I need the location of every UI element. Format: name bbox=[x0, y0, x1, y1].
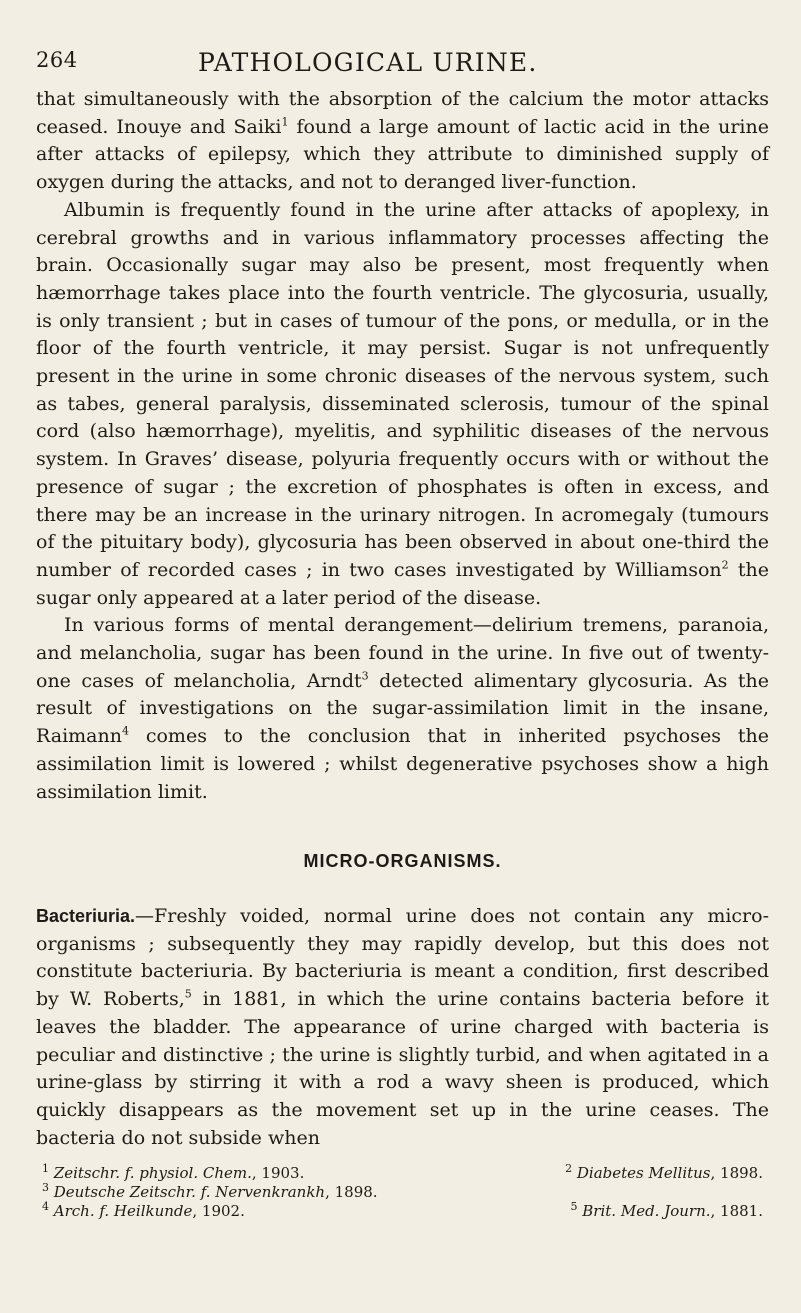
footnote-row-3 bbox=[36, 1202, 769, 1221]
footnote-4-year: , 1902. bbox=[192, 1202, 245, 1221]
paragraph-2-text-a: Albumin is frequently found in the urine after attacks of apoplexy, in cerebral growths and in various inflammatory processes affecting the brain. Occasionally sugar may also be present, most frequently when hæmorrhage takes place into the fourth ventricle. The glycosuria, usually, is only transient ; but in cases of tumour of the pons, or medulla, or in the floor of the fourth ventricle, it may persist. Sugar is not unfrequently present in the urine in some chronic diseases of the nervous system, such as tabes, general paralysis, disseminated sclerosis, tumour of the spinal cord (also hæmorrhage), myelitis, and syphilitic diseases of the nervous system. In Graves’ disease, polyuria frequently occurs with or without the presence of sugar ; the excretion of phosphates is often in excess, and there may be an increase in the urinary nitrogen. In acromegaly (tumours of the pituitary body), glycosuria has been observed in about one-third the number of recorded cases ; in two cases investigated by Williamson bbox=[36, 198, 769, 581]
footnote-2 bbox=[565, 1164, 763, 1183]
body-text bbox=[36, 86, 769, 1152]
footnote-ref-4: 4 bbox=[121, 724, 129, 738]
paragraph-4-text-b: in 1881, in which the urine contains bacteria before it leaves the bladder. The appearance of urine charged with bacteria is peculiar and distinctive ; the urine is slightly turbid, and when agitated in a urine-glass by stirring it with a rod a wavy sheen is produced, which quickly disappears as the movement set up in the urine ceases. The bacteria do not subside when bbox=[36, 988, 769, 1149]
paragraph-4 bbox=[36, 903, 769, 1152]
footnote-4-number: 4 bbox=[42, 1200, 49, 1214]
footnote-1-title: Zeitschr. f. physiol. Chem. bbox=[53, 1164, 252, 1183]
page-number: 264 bbox=[36, 48, 78, 72]
footnote-5-title: Brit. Med. Journ. bbox=[582, 1202, 711, 1221]
run-in-heading: Bacteriuria. bbox=[36, 905, 136, 926]
footnote-1 bbox=[42, 1164, 304, 1183]
footnote-row-1 bbox=[36, 1164, 769, 1183]
footnote-1-number: 1 bbox=[42, 1162, 49, 1176]
page-header bbox=[36, 40, 769, 86]
paragraph-4-text-a: —Freshly voided, normal urine does not contain any micro-organisms ; subsequently they may rapidly develop, but this does not constitute bacteriuria. By bacteriuria is meant a condition, first described by W. Roberts, bbox=[36, 904, 769, 1011]
footnote-ref-5: 5 bbox=[184, 987, 192, 1001]
paragraph-1 bbox=[36, 86, 769, 197]
paragraph-1-text-a: that simultaneously with the absorption of the calcium the motor attacks ceased. Inouye and Saiki bbox=[36, 88, 769, 138]
footnote-ref-3: 3 bbox=[361, 669, 369, 683]
footnote-3 bbox=[42, 1183, 378, 1202]
footnote-1-year: , 1903. bbox=[251, 1164, 305, 1183]
footnote-2-number: 2 bbox=[565, 1162, 573, 1176]
footnote-3-number: 3 bbox=[42, 1181, 49, 1195]
paragraph-3-text-b: detected alimentary glycosuria. As the result of investigations on the sugar-assimilation limit in the insane, Raimann bbox=[36, 669, 769, 748]
footnote-4-title: Arch. f. Heilkunde bbox=[53, 1202, 193, 1221]
footnote-ref-1: 1 bbox=[281, 115, 289, 129]
paragraph-1-text-b: found a large amount of lactic acid in the urine after attacks of epilepsy, which they attribute to diminished supply of oxygen during the attacks, and not to deranged liver-function. bbox=[36, 115, 769, 194]
paragraph-2-text-b: the sugar only appeared at a later period of the disease. bbox=[36, 558, 770, 609]
paragraph-3-text-c: comes to the conclusion that in inherited psychoses the assimilation limit is lowered ; whilst degenerative psychoses show a high assimilation limit. bbox=[36, 725, 769, 803]
paragraph-3 bbox=[36, 612, 769, 806]
footnote-5 bbox=[571, 1202, 764, 1221]
footnote-2-title: Diabetes Mellitus bbox=[576, 1164, 711, 1183]
footnote-5-number: 5 bbox=[570, 1200, 578, 1214]
footnote-5-year: , 1881. bbox=[710, 1202, 763, 1221]
footnote-2-year: , 1898. bbox=[710, 1164, 763, 1183]
footnote-ref-2: 2 bbox=[721, 558, 729, 572]
section-heading: MICRO-ORGANISMS. bbox=[303, 851, 502, 872]
footnote-3-year: , 1898. bbox=[325, 1183, 378, 1202]
footnotes bbox=[36, 1164, 769, 1221]
footnote-3-title: Deutsche Zeitschr. f. Nervenkrankh bbox=[53, 1183, 326, 1202]
footnote-4 bbox=[42, 1202, 245, 1221]
footnote-row-2 bbox=[36, 1183, 769, 1202]
running-head: PATHOLOGICAL URINE. bbox=[198, 48, 538, 77]
paragraph-2 bbox=[36, 197, 769, 613]
paragraph-3-text-a: In various forms of mental derangement—delirium tremens, paranoia, and melancholia, sugar has been found in the urine. In five out of twenty-one cases of melancholia, Arndt bbox=[36, 614, 769, 692]
